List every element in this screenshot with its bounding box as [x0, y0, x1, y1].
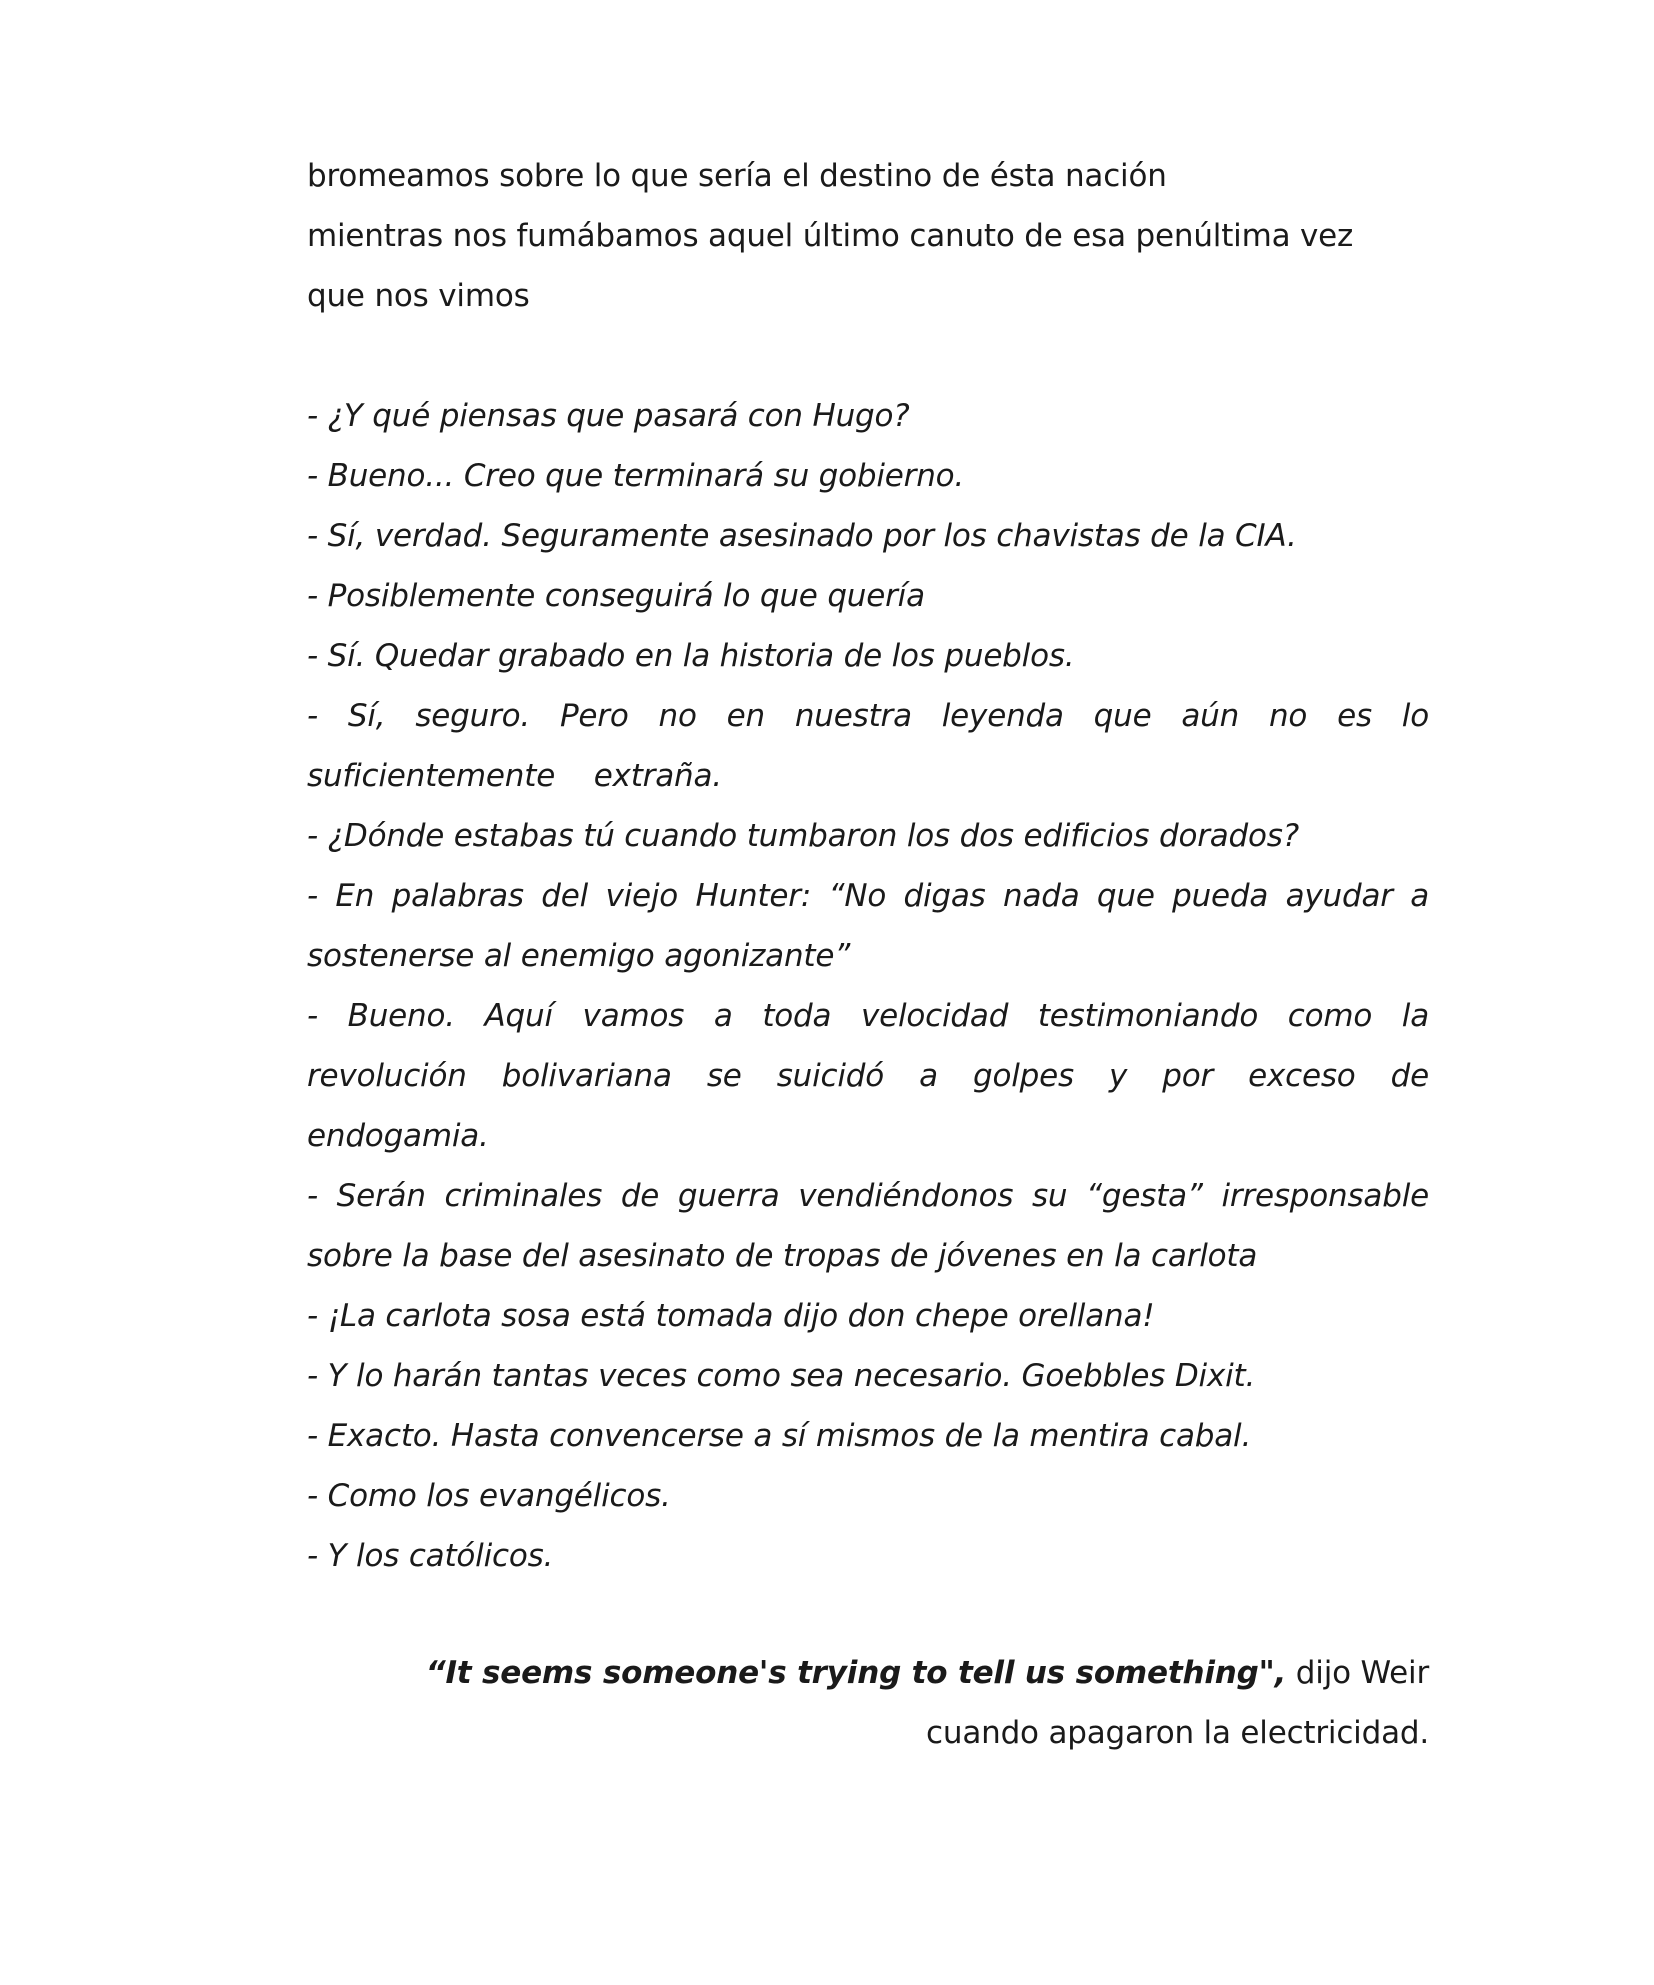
dialogue-line: endogamia.: [307, 1118, 489, 1154]
dialogue-line: - Exacto. Hasta convencerse a sí mismos de la mentira cabal.: [307, 1418, 1252, 1454]
dialogue-line: - Y lo harán tantas veces como sea necesario. Goebbles Dixit.: [307, 1358, 1256, 1394]
dialogue-line: - En palabras del viejo Hunter: “No digas nada que pueda ayudar a: [307, 878, 1429, 914]
dialogue-line: - Como los evangélicos.: [307, 1478, 671, 1514]
closing-line-2: cuando apagaron la electricidad.: [926, 1715, 1429, 1751]
dialogue-line: suficientemente extraña.: [307, 758, 722, 794]
closing-epigraph: [426, 1643, 1429, 1763]
dialogue-line: - Sí. Quedar grabado en la historia de los pueblos.: [307, 638, 1075, 674]
dialogue-block: [307, 386, 1429, 1586]
intro-paragraph: [307, 146, 1429, 326]
dialogue-line: - ¿Y qué piensas que pasará con Hugo?: [307, 398, 910, 434]
dialogue-line: - ¿Dónde estabas tú cuando tumbaron los dos edificios dorados?: [307, 818, 1299, 854]
paragraph-gap: [307, 326, 1429, 386]
dialogue-line: - Serán criminales de guerra vendiéndonos su “gesta” irresponsable: [307, 1178, 1429, 1214]
closing-quote: “It seems someone's trying to tell us something",: [425, 1655, 1287, 1691]
dialogue-line: - Sí, seguro. Pero no en nuestra leyenda que aún no es lo: [307, 698, 1429, 734]
dialogue-line: sostenerse al enemigo agonizante”: [307, 938, 851, 974]
dialogue-line: - Bueno. Aquí vamos a toda velocidad testimoniando como la: [307, 998, 1429, 1034]
dialogue-line: revolución bolivariana se suicidó a golpes y por exceso de: [307, 1058, 1429, 1094]
intro-line: que nos vimos: [307, 278, 530, 314]
dialogue-line: - ¡La carlota sosa está tomada dijo don chepe orellana!: [307, 1298, 1155, 1334]
closing-line-1: [426, 1643, 1429, 1703]
intro-line: mientras nos fumábamos aquel último canuto de esa penúltima vez: [307, 218, 1354, 254]
text-column: [307, 146, 1429, 1586]
dialogue-line: - Sí, verdad. Seguramente asesinado por los chavistas de la CIA.: [307, 518, 1297, 554]
dialogue-line: - Y los católicos.: [307, 1538, 554, 1574]
dialogue-line: - Posiblemente conseguirá lo que quería: [307, 578, 925, 614]
dialogue-line: - Bueno... Creo que terminará su gobierno.: [307, 458, 965, 494]
intro-line: bromeamos sobre lo que sería el destino de ésta nación: [307, 158, 1167, 194]
dialogue-line: sobre la base del asesinato de tropas de jóvenes en la carlota: [307, 1238, 1258, 1274]
closing-attribution: dijo Weir: [1286, 1655, 1429, 1691]
